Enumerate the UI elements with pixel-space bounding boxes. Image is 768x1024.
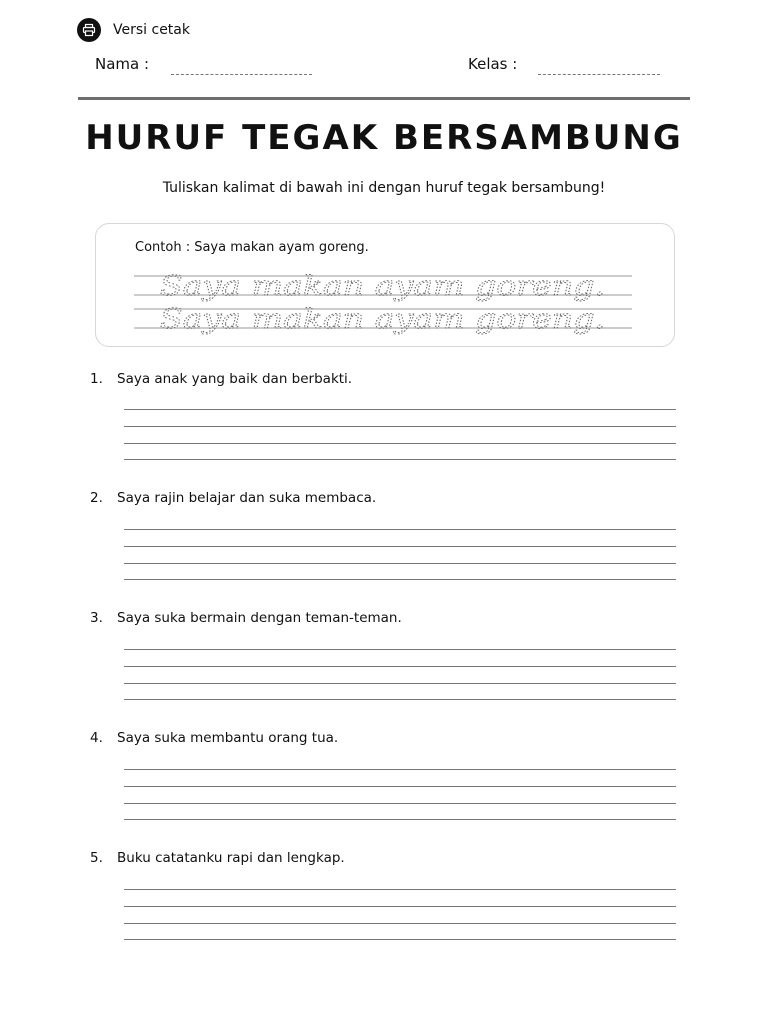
example-cursive-text: Saya makan ayam goreng. [160,304,605,335]
writing-line[interactable] [124,443,676,444]
name-blank-field[interactable] [171,74,312,75]
question-number: 4. [90,730,103,746]
question-text: Buku catatanku rapi dan lengkap. [117,850,345,866]
writing-line[interactable] [124,426,676,427]
question-item [90,490,376,506]
question-text: Saya suka bermain dengan teman-teman. [117,610,402,626]
question-item [90,610,402,626]
writing-line[interactable] [124,666,676,667]
print-version-button[interactable] [77,18,190,42]
question-number: 1. [90,371,103,387]
question-number: 3. [90,610,103,626]
writing-line[interactable] [124,819,676,820]
writing-line[interactable] [124,579,676,580]
writing-line[interactable] [124,786,676,787]
writing-line[interactable] [124,939,676,940]
writing-line[interactable] [124,409,676,410]
question-item [90,730,338,746]
writing-line[interactable] [124,563,676,564]
writing-line[interactable] [124,923,676,924]
print-version-label: Versi cetak [113,22,190,38]
writing-line[interactable] [124,683,676,684]
writing-line[interactable] [124,649,676,650]
question-item [90,371,352,387]
writing-line[interactable] [124,906,676,907]
writing-line[interactable] [124,803,676,804]
writing-line[interactable] [124,529,676,530]
question-text: Saya rajin belajar dan suka membaca. [117,490,377,506]
name-label: Nama : [95,55,150,73]
writing-line[interactable] [124,889,676,890]
class-label: Kelas : [468,55,518,73]
printer-icon [77,18,101,42]
worksheet-instruction: Tuliskan kalimat di bawah ini dengan huruf tegak bersambung! [162,180,606,196]
writing-line[interactable] [124,769,676,770]
worksheet-title: HURUF TEGAK BERSAMBUNG [85,118,683,158]
question-text: Saya suka membantu orang tua. [117,730,339,746]
example-label: Contoh : Saya makan ayam goreng. [135,240,369,255]
question-number: 2. [90,490,103,506]
example-cursive-lines [130,262,640,344]
header-divider [78,97,690,100]
question-item [90,850,345,866]
writing-line[interactable] [124,699,676,700]
question-number: 5. [90,850,103,866]
question-text: Saya anak yang baik dan berbakti. [117,371,353,387]
class-blank-field[interactable] [538,74,660,75]
writing-line[interactable] [124,459,676,460]
example-cursive-text: Saya makan ayam goreng. [160,271,605,302]
writing-line[interactable] [124,546,676,547]
